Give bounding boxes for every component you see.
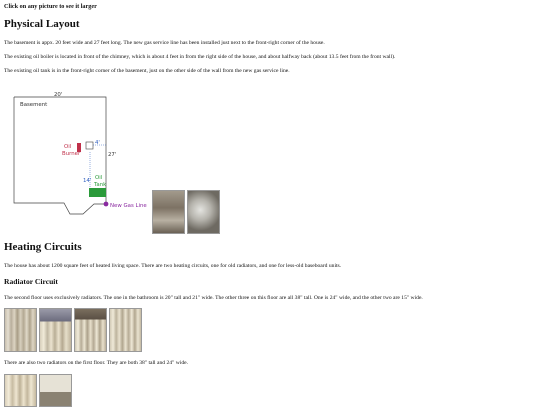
physical-layout-paragraph-3: The existing oil tank is in the front-right corner of the basement, just on the other side of the wall from the new gas service line. — [4, 68, 290, 74]
chimney-dimension-label: 4' — [95, 140, 100, 146]
radiator-photo-4[interactable] — [109, 308, 142, 352]
physical-layout-heading: Physical Layout — [4, 18, 80, 30]
radiator-photo-1[interactable] — [4, 308, 37, 352]
oil-burner-label-1: Oil — [64, 144, 72, 150]
radiator-photo-5[interactable] — [4, 374, 37, 407]
radiator-photo-6[interactable] — [39, 374, 72, 407]
basement-diagram-svg — [8, 90, 158, 215]
radiator-photo-row-1 — [4, 308, 142, 352]
basement-diagram[interactable] — [8, 90, 158, 215]
oil-tank-shape — [89, 188, 106, 197]
basement-label: Basement — [20, 102, 48, 108]
tank-dimension-label: 14' — [83, 178, 92, 184]
gas-line-marker — [104, 202, 109, 207]
heating-circuits-paragraph: The house has about 1200 square feet of heated living space. There are two heating circuits, one for old radiators, and one for less-old baseboard units. — [4, 263, 342, 269]
radiator-photo-row-2 — [4, 374, 72, 407]
radiator-photo-2[interactable] — [39, 308, 72, 352]
radiator-circuit-heading: Radiator Circuit — [4, 277, 58, 286]
side-dimension-label: 27' — [108, 152, 117, 158]
heating-circuits-heading: Heating Circuits — [4, 241, 82, 253]
boiler-photo-2[interactable] — [187, 190, 220, 234]
oil-tank-label-2: Tank — [94, 182, 107, 188]
gas-line-label: New Gas Line — [110, 203, 147, 209]
radiator-paragraph-1: The second floor uses exclusively radiators. The one in the bathroom is 20" tall and 21" wide. The other three on this floor are all 38" tall. One is 24" wide, and the other two are 15" wide. — [4, 295, 423, 301]
click-note: Click on any picture to see it larger — [4, 3, 97, 10]
physical-layout-paragraph-1: The basement is appx. 20 feet wide and 27 feet long. The new gas service line has been installed just next to the front-right corner of the house. — [4, 40, 325, 46]
oil-tank-label-1: Oil — [95, 175, 103, 181]
boiler-photo-1[interactable] — [152, 190, 185, 234]
top-dimension-label: 20' — [54, 92, 63, 98]
oil-burner-label-2: Burner — [62, 151, 81, 157]
radiator-paragraph-2: There are also two radiators on the first floor. They are both 38" tall and 24" wide. — [4, 360, 189, 366]
radiator-photo-3[interactable] — [74, 308, 107, 352]
physical-layout-paragraph-2: The existing oil boiler is located in front of the chimney, which is about 4 feet in from the right side of the house, and about halfway back (about 13.5 feet from the front wall). — [4, 54, 396, 60]
boiler-photo-row — [152, 190, 220, 234]
chimney-shape — [86, 142, 93, 149]
